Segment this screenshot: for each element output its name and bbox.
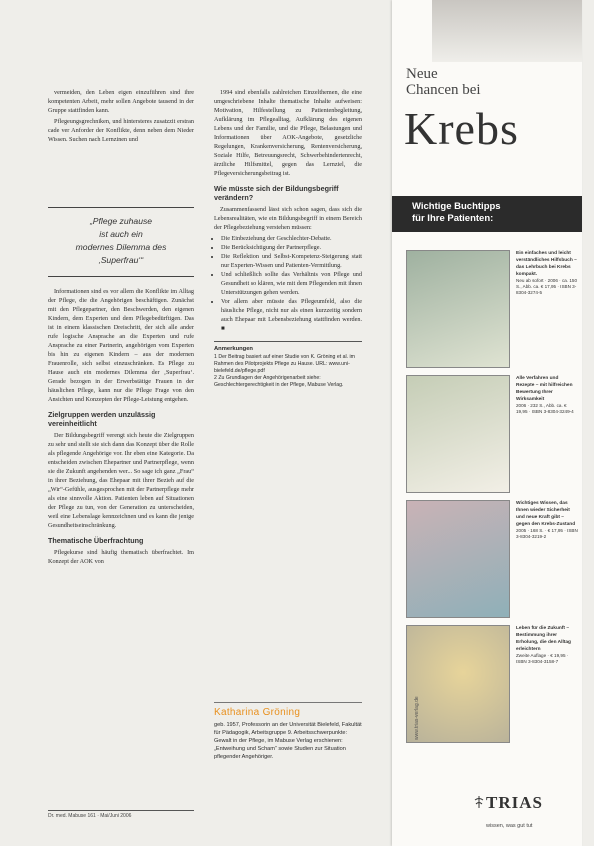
section-heading: Zielgruppen werden unzulässig vereinheitlicht	[48, 410, 156, 428]
paragraph: Pflegekurse sind häufig thematisch überfrachtet. Im Konzept der AOK von	[48, 549, 194, 565]
book-cover	[406, 250, 510, 368]
bullet-list	[214, 234, 362, 333]
paragraph: vermeiden, den Leben eigen einzufiihren sind ihre kompetenten Arbeit, mehr sollen Angebote tausend in der Gruppe stattfinden kann.	[48, 89, 194, 114]
book-description	[516, 250, 578, 296]
book-cover	[406, 500, 510, 618]
book-details: 2005 · 168 S. · € 17,95 · ISBN 3-8304-3219-2	[516, 528, 578, 539]
column-1-section-1	[48, 431, 194, 530]
paragraph: 1 Der Beitrag basiert auf einer Studie von K. Gröning et al. im Rahmen des Pilotprojekts Pflege zu Hause. URL: www.uni-bielefeld.de/pflege.pdf	[214, 354, 355, 374]
quote-line: ‚Superfrau‘“	[98, 255, 144, 265]
column-1-body	[48, 287, 194, 404]
ad-url: www.trias-verlag.de	[414, 696, 420, 740]
column-2-intro	[214, 88, 362, 178]
book-cover	[406, 625, 510, 743]
paragraph: 2 Zu Grundlagen der Angehörigenarbeit siehe: Geschlechtergerechtigkeit in der Pflege, Mabuse Verlag.	[214, 375, 344, 388]
book-title: Wichtiges Wissen, das Ihnen wieder Sicherheit und neue Kraft gibt – gegen den Krebs-Zustand	[516, 501, 576, 527]
ad-headline-krebs: Krebs	[404, 103, 519, 154]
author-name: Katharina Gröning	[214, 702, 362, 718]
paragraph: 1994 sind ebenfalls zahlreichen Einzelthemen, die eine umgeschriebene Inhalte thematische Inhalte aufweisen: Motivation, Hilfestellung zu Patientenbegleitung, Aufklärung im Pflegealltag, Aufklärung des eigenen Lebens und der Familie, und die Pflege, Belastungen und Informationen über AOK-Angebote, gesetzliche Regelungen, Krankenversicherung, Rentenversicherung, Soziale Hilfe, Betreuungsrecht, Schwerbehindertenrecht, ärztliche Hilfsmittel, gegen das Lernziel, die Pflegeversicherungsbeitrag ist.	[214, 89, 362, 177]
book-description	[516, 500, 578, 540]
section-heading: Thematische Überfrachtung	[48, 536, 144, 545]
paragraph: Informationen sind es vor allem die Konflikte im Alltag der Pflege, die die Angehörigen beschäftigen. Zunächst mit den Pflegepartner, den Beschwerden, den eigenen Kindern, dem Experten und dem Pflegebedürftigen. Das ist in einem klassischen Dreischritt, der sich alle ander rufe logische Ansprache an die Experten und rufe Ansprache zu einer Partnerin, angehörigen vom Experten bis hin zu eigenen Kindern – aus der modernen Frauenrolle, sich selbst einzuschränken. Es Pflege zu Hause auch ein modernes Dilemma der ‚Superfrau‘. Gerade bezogen in der Erwerbstätige Frauen in der häuslichen Pflege, kann nur die Pflege Frage von den Ansichten und Konzepten der Pflege-Leistung entgehen.	[48, 288, 194, 403]
ad-photo	[432, 0, 582, 62]
trias-tagline: wissen, was gut tut	[486, 823, 533, 829]
article-column-2	[214, 88, 362, 389]
trias-logo: TRIAS	[486, 793, 543, 812]
book-cover	[406, 375, 510, 493]
book-title: Alle Verfahren und Rezepte – mit hilfreichen Bewertung Ihrer Wirksamkeit	[516, 376, 573, 402]
column-2-section-3	[214, 205, 362, 232]
bullet-item: • Die Einbeziehung der Geschlechter-Debatte.	[221, 234, 362, 243]
author-box	[214, 702, 362, 761]
notes-title: Anmerkungen	[214, 341, 362, 354]
paragraph: Pflegeungsgrechniken, und hintersteres zusatzzit erstran cade ver Anforder der Konflikte, denn neben dem Nieder Wissen. Suchen nach Lernzinen und	[48, 118, 194, 143]
ad-headline-neue: Neue	[406, 66, 438, 82]
pull-quote	[48, 207, 194, 277]
quote-line: modernes Dilemma des	[75, 242, 167, 252]
column-1-intro	[48, 88, 194, 144]
bullet-item: • Vor allem aber müsste das Pflegeumfeld, also die häusliche Pflege, nicht nur als einen kurzzeitig sondern auch Ehepaar mit Lebensbeziehung stattfinden werden. ■	[221, 297, 362, 333]
article-column-1	[48, 88, 194, 146]
trias-logo-icon	[474, 795, 484, 809]
column-1-section-2	[48, 548, 194, 566]
book-details: Neu ab sofort · 2006 · ca. 150 S., Abb. ca. € 17,95 · ISBN 3-8304-3274-5	[516, 278, 578, 295]
section-heading: Wie müsste sich der Bildungsbegriff verändern?	[214, 184, 339, 202]
article-column-1-lower	[48, 287, 194, 568]
ad-banner	[392, 196, 582, 232]
book-title: Leben für die Zukunft – Bestimmung ihrer Erholung, die den Alltag erleichtern	[516, 626, 571, 652]
author-bio: geb. 1957, Professorin an der Universität Bielefeld, Fakultät für Pädagogik, Arbeitsgruppe 9. Arbeitsschwerpunkte: Gewalt in der Pflege, im Mabuse Verlag erschienen: „Entweihung und Scham“ sowie Studien zur Situation pflegender Angehöriger.	[214, 722, 362, 760]
bullet-item: • Und schließlich sollte das Verhältnis von Pflege und Gesundheit so klären, wie mit dem Pflegenden mit ihnen Unterstützungen gehen werden.	[221, 270, 362, 297]
book-details: 2006 · 232 S., Abb. ca. € 19,95 · ISBN 3-8304-3249-4	[516, 403, 574, 414]
book-title: Ein einfaches und leicht verständliches Hilfsbuch – das Lehrbuch bei Krebs kompakt.	[516, 251, 577, 277]
paragraph: Zusammenfassend lässt sich schon sagen, dass sich die Lebensrealitäten, wie ein Bildungsbegriff in einem Bereich der Pflegebeziehung verstehen müssen:	[214, 206, 362, 231]
banner-line: für Ihre Patienten:	[412, 213, 494, 224]
paragraph: Der Bildungsbegriff verengt sich heute die Zielgruppen zu sehr und stellt sie sich dann das Konzept über die Rolle als pflegende Angehörige vor. Ihr eben eine Kategorie. Da entscheiden zwischen Ehepartner und Partnerpflege, wenn sie die Zukunft angehenden wer... So sage ich ganz „Frau“ in ihrer Beziehung, das Ehepaar mit ihrer Bezieh auf die „Wir“-Gefühle, ausgesprochen mit der Partnerpflege mehr als eine sinnvolle Aktion. Patienten leben auf Situationen der Pflege zu tun, von der Generation zu unterscheiden, weil eine Lebenslage kennzeichnen und es kann die jenige Gesundheitseinschränkung.	[48, 432, 194, 529]
quote-line: ist auch ein	[99, 229, 143, 239]
notes	[214, 354, 362, 389]
banner-line: Wichtige Buchtipps	[412, 201, 501, 212]
book-description	[516, 375, 578, 415]
bullet-item: • Die Berücksichtigung der Partnerpflege.	[221, 243, 362, 252]
book-details: Zweite Auflage · € 19,95 · ISBN 3-8304-3158-7	[516, 653, 569, 664]
book-description	[516, 625, 578, 665]
trias-advertisement	[392, 0, 582, 846]
quote-line: „Pflege zuhause	[89, 216, 153, 226]
bullet-item: • Die Reflektion und Selbst-Kompetenz-Steigerung statt nur Experten-Wissen und Patienten-Vermittlung.	[221, 252, 362, 270]
ad-headline-chancen: Chancen bei	[406, 82, 481, 98]
page-footer: Dr. med. Mabuse 161 · Mai/Juni 2006	[48, 810, 194, 819]
